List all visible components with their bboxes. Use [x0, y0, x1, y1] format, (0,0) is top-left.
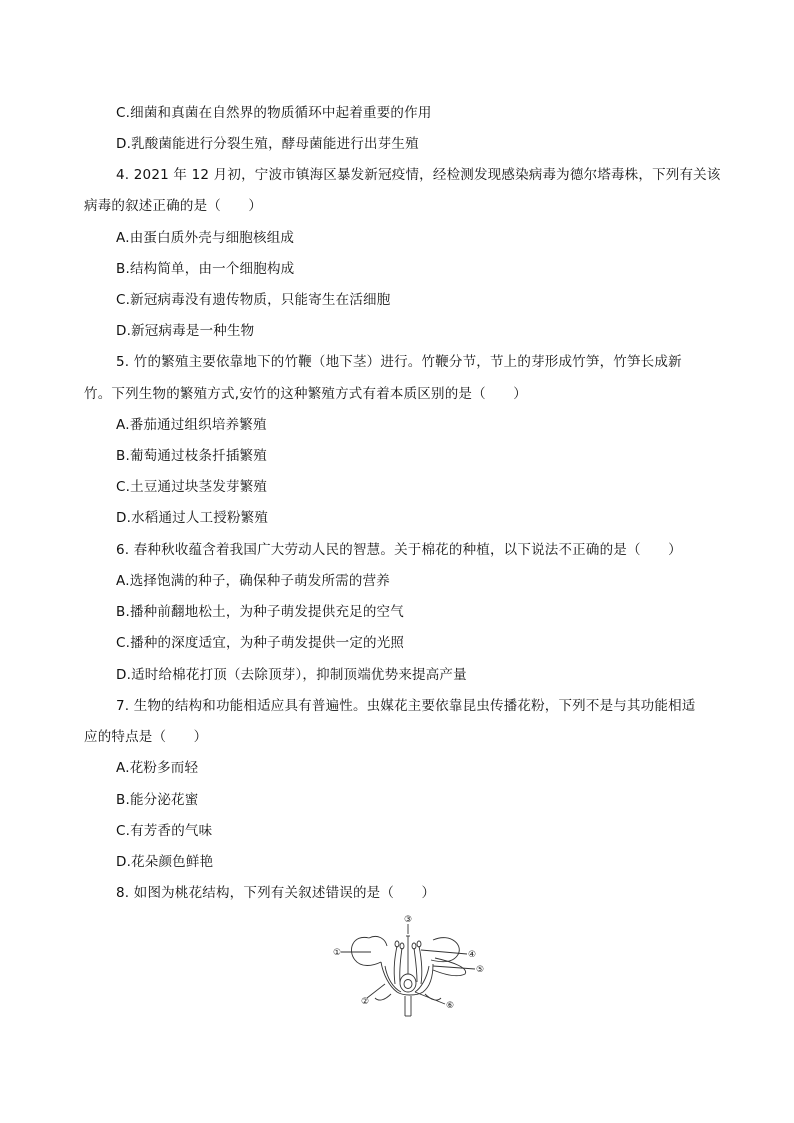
q6-option-b: B.播种前翻地松土，为种子萌发提供充足的空气: [116, 604, 404, 620]
peach-flower-figure: [325, 912, 495, 1030]
q7-option-b: B.能分泌花蜜: [116, 792, 199, 808]
q3-option-c: C.细菌和真菌在自然界的物质循环中起着重要的作用: [116, 105, 432, 121]
stamen-right-2: [419, 946, 422, 984]
figure-label-3: ③: [404, 915, 413, 925]
q3-option-d: D.乳酸菌能进行分裂生殖，酵母菌能进行出芽生殖: [116, 136, 419, 152]
q5-option-d: D.水稻通过人工授粉繁殖: [116, 510, 269, 526]
figure-label-4: ④: [468, 950, 477, 960]
ovule: [404, 980, 412, 989]
q4-stem-line1: 4. 2021 年 12 月初，宁波市镇海区暴发新冠疫情，经检测发现感染病毒为德尔塔毒株，下列有关该: [116, 167, 721, 183]
q7-option-a: A.花粉多而轻: [116, 760, 199, 776]
q5-stem-line1: 5. 竹的繁殖主要依靠地下的竹鞭（地下茎）进行。竹鞭分节，节上的芽形成竹笋，竹笋长成新: [116, 354, 682, 370]
q4-option-b: B.结构简单，由一个细胞构成: [116, 261, 295, 277]
figure-label-5: ⑤: [476, 965, 485, 975]
q5-option-c: C.土豆通过块茎发芽繁殖: [116, 479, 268, 495]
peach-flower-diagram: [325, 912, 495, 1030]
q7-stem-line1: 7. 生物的结构和功能相适应具有普遍性。虫媒花主要依靠昆虫传播花粉，下列不是与其功能相适: [116, 698, 696, 714]
q7-option-c: C.有芳香的气味: [116, 823, 213, 839]
q6-option-c: C.播种的深度适宜，为种子萌发提供一定的光照: [116, 635, 405, 651]
left-petal: [351, 937, 381, 965]
q6-option-a: A.选择饱满的种子，确保种子萌发所需的营养: [116, 573, 390, 589]
q7-stem-line2: 应的特点是（ ）: [84, 729, 208, 745]
q6-option-d: D.适时给棉花打顶（去除顶芽），抑制顶端优势来提高产量: [116, 667, 467, 683]
q7-option-d: D.花朵颜色鲜艳: [116, 854, 214, 870]
q4-stem-line2: 病毒的叙述正确的是（ ）: [84, 198, 263, 214]
q5-stem-line2: 竹。下列生物的繁殖方式,安竹的这种繁殖方式有着本质区别的是（ ）: [84, 386, 527, 402]
stamen-left-1: [394, 946, 397, 984]
q8-stem-line1: 8. 如图为桃花结构，下列有关叙述错误的是（ ）: [116, 885, 436, 901]
q4-option-c: C.新冠病毒没有遗传物质，只能寄生在活细胞: [116, 292, 391, 308]
figure-label-1: ①: [333, 948, 342, 958]
q4-option-a: A.由蛋白质外壳与细胞核组成: [116, 230, 295, 246]
figure-label-6: ⑥: [446, 1001, 455, 1011]
left-sepal: [375, 994, 391, 1000]
q6-stem-line1: 6. 春种秋收蕴含着我国广大劳动人民的智慧。关于棉花的种植，以下说法不正确的是（ ）: [116, 542, 682, 558]
ovary: [400, 974, 416, 992]
q5-option-b: B.葡萄通过枝条扦插繁殖: [116, 448, 267, 464]
q4-option-d: D.新冠病毒是一种生物: [116, 323, 255, 339]
figure-label-2: ②: [361, 997, 370, 1007]
q5-option-a: A.番茄通过组织培养繁殖: [116, 417, 267, 433]
